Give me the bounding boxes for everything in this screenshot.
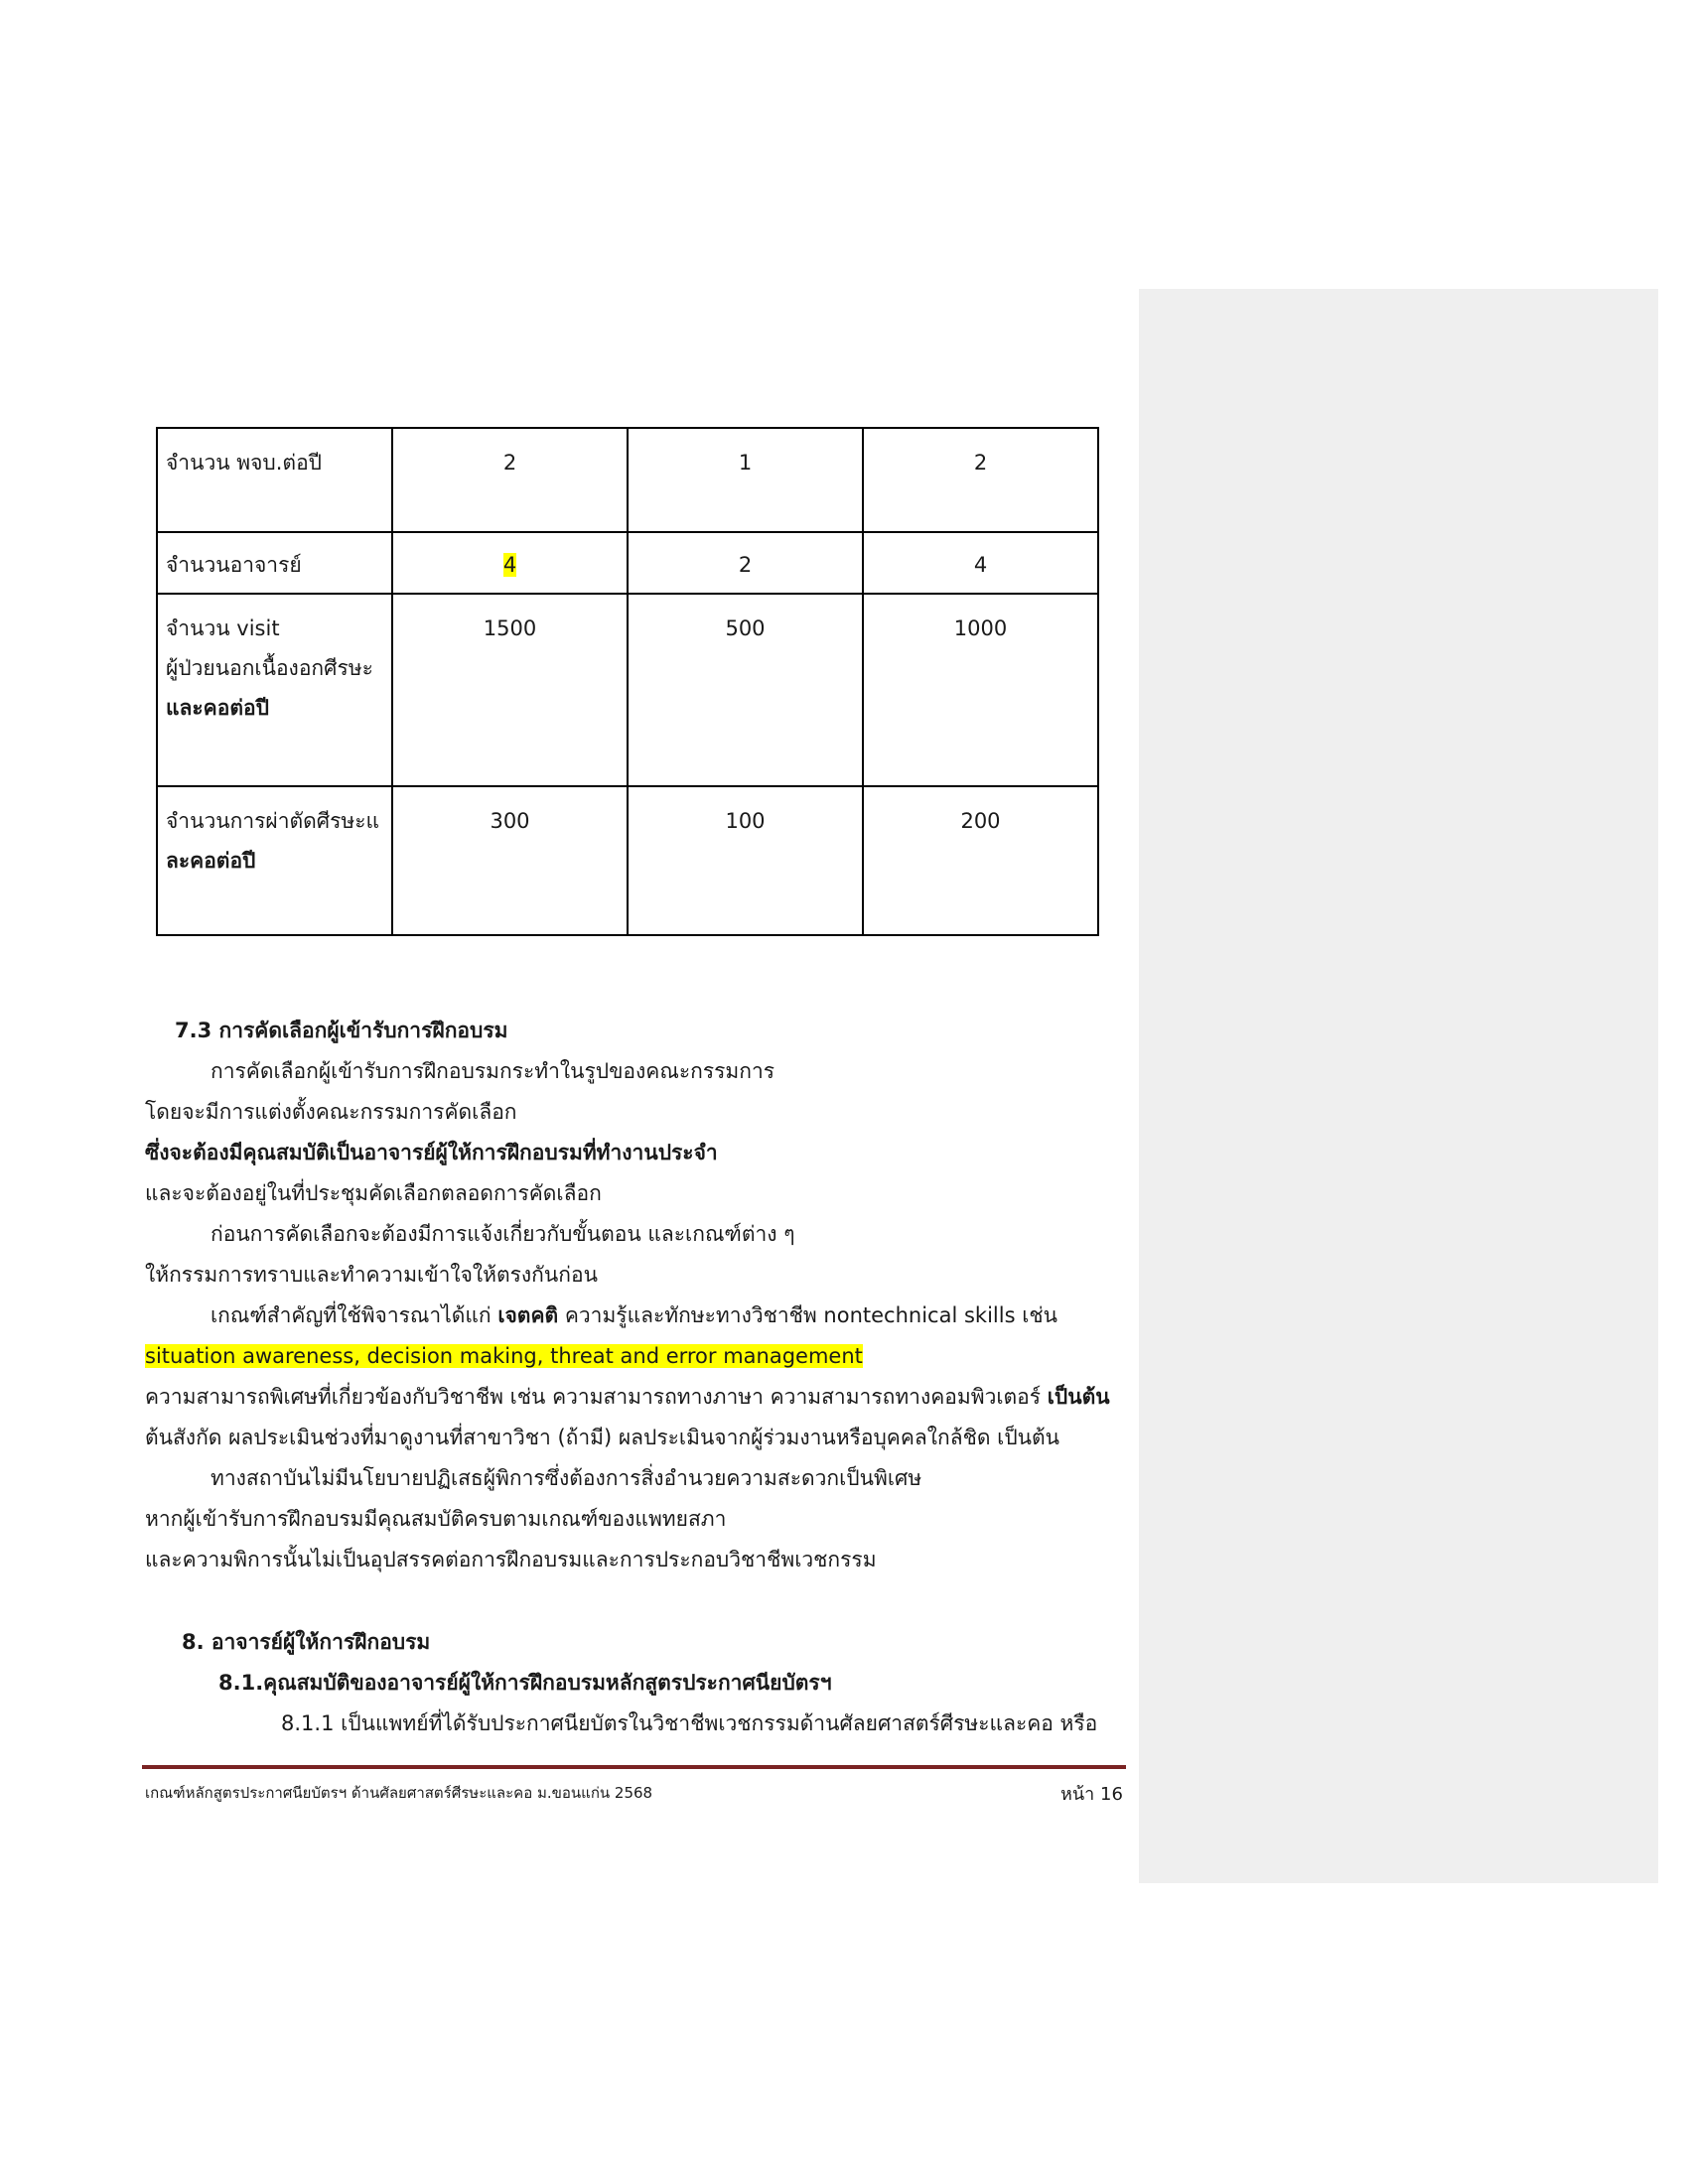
table-cell: 1000 [863,594,1098,786]
table-cell: 2 [392,428,628,532]
table-cell: 2 [628,532,863,594]
paragraph-line: และจะต้องอยู่ในที่ประชุมคัดเลือกตลอดการคัดเลือก [145,1181,602,1205]
table-row [157,594,1098,786]
body-text [145,1011,1128,1744]
criteria-suffix: ความรู้และทักษะทางวิชาชีพ nontechnical skills เช่น [558,1303,1057,1327]
table-cell [392,532,628,594]
criteria-prefix: เกณฑ์สำคัญที่ใช้พิจารณาได้แก่ [211,1303,498,1327]
paragraph-line: ต้นสังกัด ผลประเมินช่วงที่มาดูงานที่สาขาวิชา (ถ้ามี) ผลประเมินจากผู้ร่วมงานหรือบุคคลใกล้ชิด เป็นต้น [145,1426,1060,1449]
row-label-line: ผู้ป่วยนอกเนื้องอกศีรษะ [166,656,373,680]
highlighted-text: situation awareness, decision making, threat and error management [145,1344,863,1368]
row-label-line: จำนวน visit [166,616,280,640]
table-row [157,532,1098,594]
row-label [157,594,392,786]
row-label: จำนวนอาจารย์ [157,532,392,594]
paragraph-line [145,1336,1128,1377]
paragraph-line [145,1377,1128,1418]
table-cell: 1500 [392,594,628,786]
row-label-line: และคอต่อปี [166,696,269,720]
criteria-bold: เจตคติ [497,1303,559,1327]
table-cell: 500 [628,594,863,786]
paragraph-line [145,1296,1128,1336]
paragraph-line: หากผู้เข้ารับการฝึกอบรมมีคุณสมบัติครบตามเกณฑ์ของแพทยสภา [145,1507,727,1531]
page-number: หน้า 16 [1060,1784,1123,1805]
table-cell: 2 [863,428,1098,532]
table-cell: 1 [628,428,863,532]
table-row [157,428,1098,532]
paragraph-line: ทางสถาบันไม่มีนโยบายปฏิเสธผู้พิการซึ่งต้องการสิ่งอำนวยความสะดวกเป็นพิเศษ [211,1466,922,1490]
section-heading-8: 8. อาจารย์ผู้ให้การฝึกอบรม [182,1630,431,1654]
row-label-line: จำนวนการผ่าตัดศีรษะแ [166,809,380,833]
footer-title: เกณฑ์หลักสูตรประกาศนียบัตรฯ ด้านศัลยศาสตร์ศีรษะและคอ ม.ขอนแก่น 2568 [145,1784,653,1802]
table-cell: 4 [863,532,1098,594]
table-cell: 200 [863,786,1098,935]
paragraph-line: และความพิการนั้นไม่เป็นอุปสรรคต่อการฝึกอบรมและการประกอบวิชาชีพเวชกรรม [145,1548,877,1571]
table-cell: 300 [392,786,628,935]
row-label: จำนวน พจบ.ต่อปี [157,428,392,532]
section-heading-7-3: 7.3 การคัดเลือกผู้เข้ารับการฝึกอบรม [175,1019,508,1042]
special-prefix: ความสามารถพิเศษที่เกี่ยวข้องกับวิชาชีพ เช่น ความสามารถทางภาษา ความสามารถทางคอมพิวเตอร์ [145,1385,1048,1409]
comment-pane [1139,289,1658,1883]
paragraph-line: ซึ่งจะต้องมีคุณสมบัติเป็นอาจารย์ผู้ให้การฝึกอบรมที่ทำงานประจำ [145,1141,718,1164]
table-row [157,786,1098,935]
highlighted-value: 4 [502,553,517,577]
row-label-line: ละคอต่อปี [166,849,256,873]
sub-heading-8-1: 8.1.คุณสมบัติของอาจารย์ผู้ให้การฝึกอบรมหลักสูตรประกาศนียบัตรฯ [218,1671,832,1695]
statistics-table [156,427,1099,936]
paragraph-line: โดยจะมีการแต่งตั้งคณะกรรมการคัดเลือก [145,1100,517,1124]
footer-rule [142,1765,1126,1769]
special-bold: เป็นต้น [1047,1385,1110,1409]
item-8-1-1: 8.1.1 เป็นแพทย์ที่ได้รับประกาศนียบัตรในวิชาชีพเวชกรรมด้านศัลยศาสตร์ศีรษะและคอ หรือ [281,1711,1098,1735]
paragraph-line: การคัดเลือกผู้เข้ารับการฝึกอบรมกระทำในรูปของคณะกรรมการ [211,1059,775,1083]
row-label [157,786,392,935]
paragraph-line: ให้กรรมการทราบและทำความเข้าใจให้ตรงกันก่อน [145,1263,598,1287]
paragraph-line: ก่อนการคัดเลือกจะต้องมีการแจ้งเกี่ยวกับขั้นตอน และเกณฑ์ต่าง ๆ [211,1222,795,1246]
table-cell: 100 [628,786,863,935]
